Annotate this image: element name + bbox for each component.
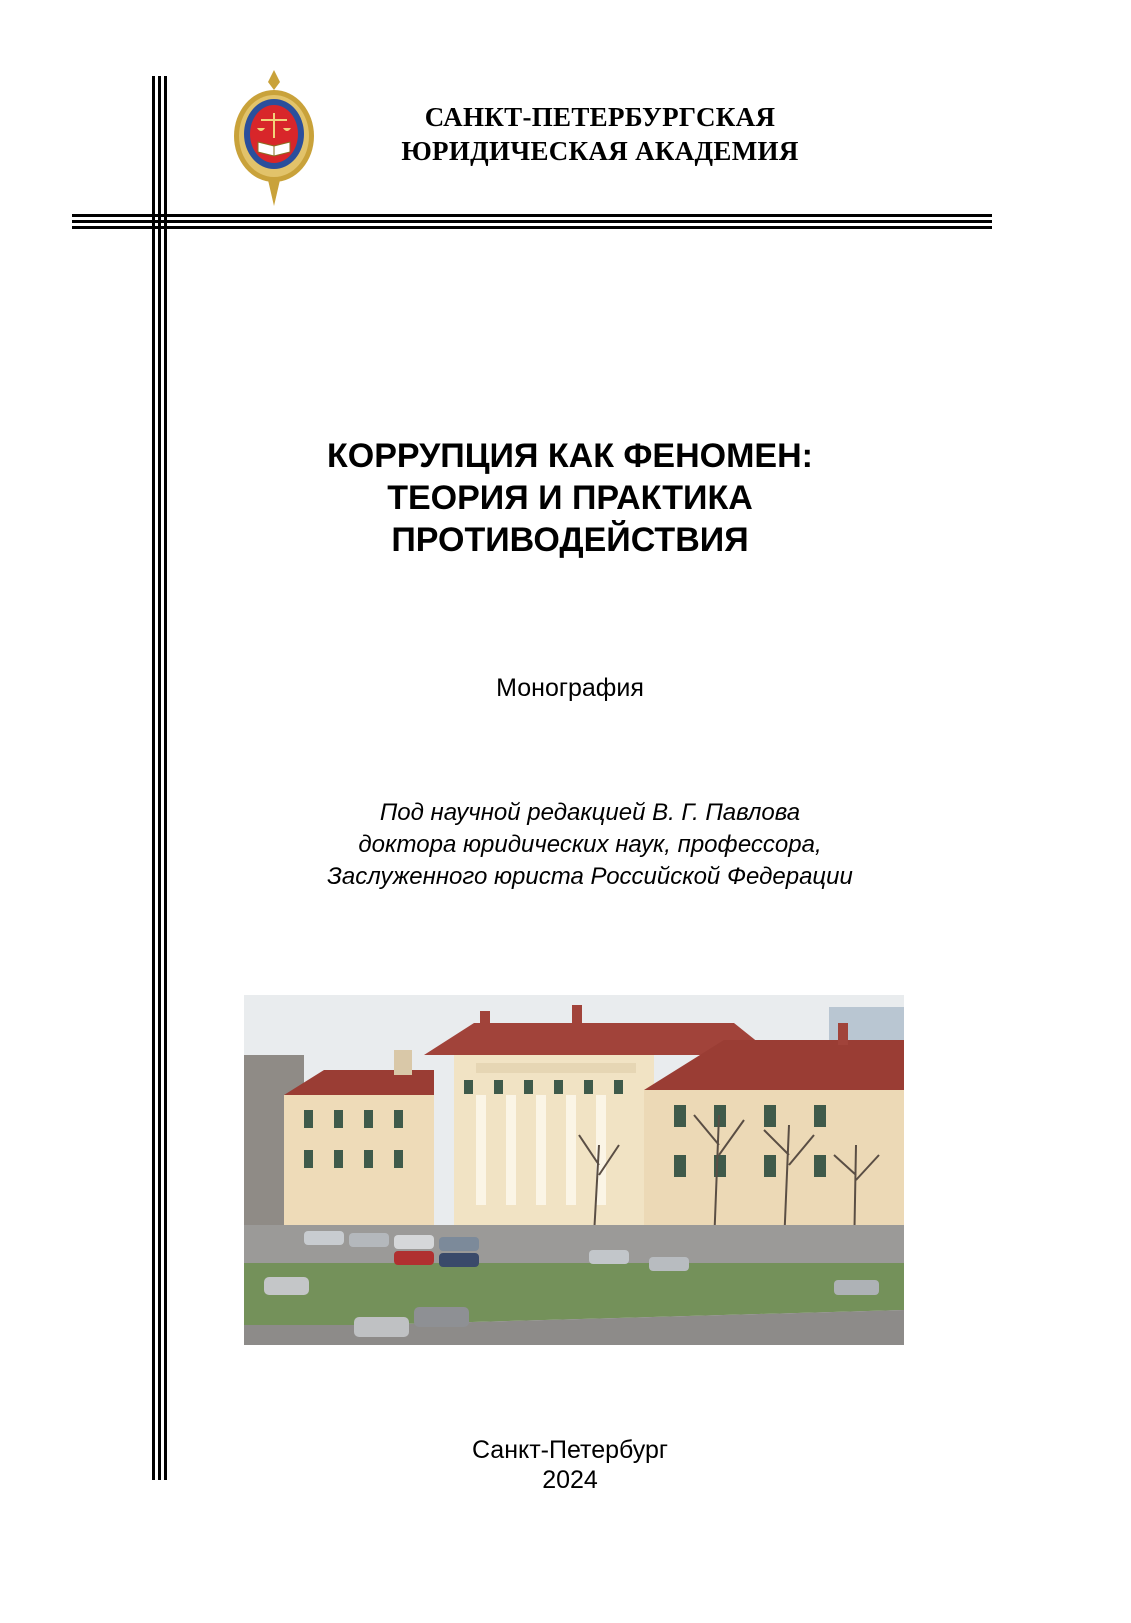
editor-info-line2: доктора юридических наук, профессора, (358, 831, 822, 858)
editor-info (240, 797, 940, 893)
academy-emblem-icon (228, 68, 320, 210)
book-title-line1: КОРРУПЦИЯ КАК ФЕНОМЕН: (327, 437, 813, 475)
book-genre: Монография (496, 674, 644, 702)
book-title (250, 435, 890, 561)
publication-place (420, 1435, 720, 1495)
editor-info-line1: Под научной редакцией В. Г. Павлова (379, 799, 801, 826)
frame-vertical-line-3 (164, 76, 167, 1480)
academy-building-photo (244, 995, 904, 1345)
academy-name-line1: САНКТ-ПЕТЕРБУРГСКАЯ (424, 102, 776, 132)
frame-vertical-line-2 (158, 76, 161, 1480)
academy-name (340, 100, 860, 168)
book-title-line3: ПРОТИВОДЕЙСТВИЯ (391, 521, 749, 559)
frame-vertical-line-1 (152, 76, 155, 1480)
book-title-line2: ТЕОРИЯ И ПРАКТИКА (387, 479, 753, 517)
frame-horizontal-line-3 (72, 226, 992, 229)
academy-name-line2: ЮРИДИЧЕСКАЯ АКАДЕМИЯ (401, 136, 799, 166)
publication-year: 2024 (542, 1466, 598, 1494)
frame-horizontal-line-2 (72, 220, 992, 223)
frame-horizontal-line-1 (72, 214, 992, 217)
publication-city: Санкт-Петербург (471, 1436, 669, 1464)
editor-info-line3: Заслуженного юриста Российской Федерации (327, 863, 853, 890)
